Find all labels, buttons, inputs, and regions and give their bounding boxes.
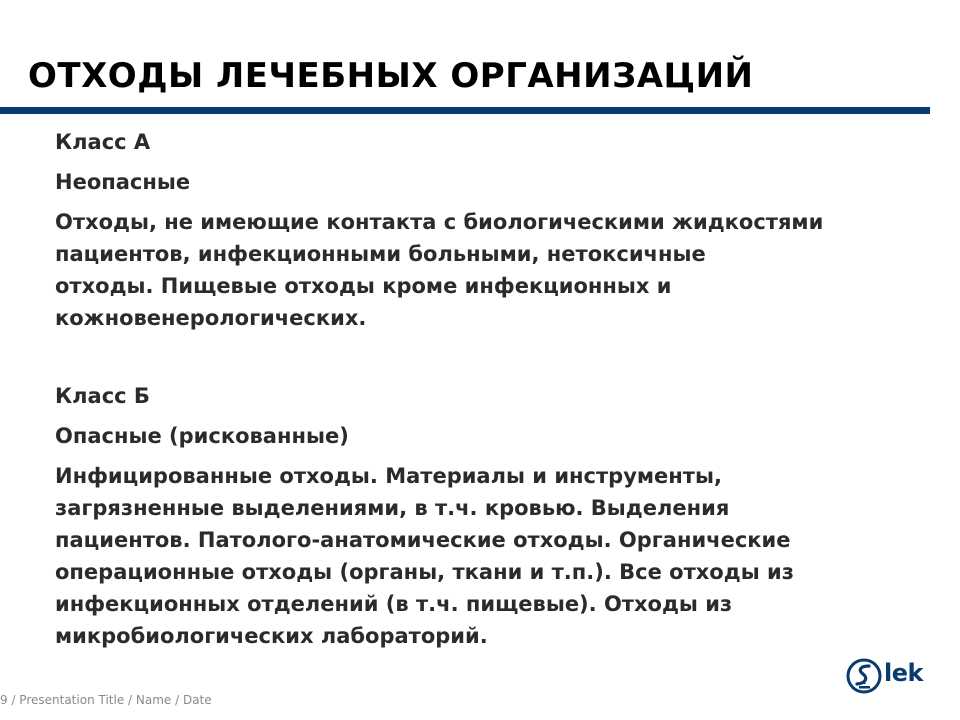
footer-text: 9 / Presentation Title / Name / Date (0, 693, 212, 707)
class-b-description-line: пациентов. Патолого-анатомические отходы. Органические (55, 528, 791, 552)
class-a-description-line: отходы. Пищевые отходы кроме инфекционных и (55, 274, 672, 298)
class-b-description-line: инфекционных отделений (в т.ч. пищевые). Отходы из (55, 592, 733, 616)
class-a-description (55, 206, 905, 334)
slide-content (55, 126, 905, 652)
class-a-label: Класс А (55, 130, 151, 154)
lek-logo-icon (846, 657, 882, 695)
class-b-description-line: операционные отходы (органы, ткани и т.п.). Все отходы из (55, 560, 794, 584)
class-b-description (55, 460, 905, 652)
class-b-description-line: микробиологических лабораторий. (55, 624, 488, 648)
slide-title: ОТХОДЫ ЛЕЧЕБНЫХ ОРГАНИЗАЦИЙ (28, 56, 754, 96)
class-b-description-line: Инфицированные отходы. Материалы и инструменты, (55, 464, 722, 488)
class-b-category: Опасные (рискованные) (55, 424, 349, 448)
class-a-description-line: Отходы, не имеющие контакта с биологическими жидкостями (55, 210, 824, 234)
title-underline (0, 107, 930, 114)
class-a-category: Неопасные (55, 170, 191, 194)
lek-logo (846, 657, 936, 695)
logo-wordmark: lek (884, 659, 923, 687)
class-a-description-line: кожновенерологических. (55, 306, 367, 330)
class-b-label: Класс Б (55, 384, 150, 408)
class-a-description-line: пациентов, инфекционными больными, нетоксичные (55, 242, 706, 266)
class-b-description-line: загрязненные выделениями, в т.ч. кровью. Выделения (55, 496, 730, 520)
